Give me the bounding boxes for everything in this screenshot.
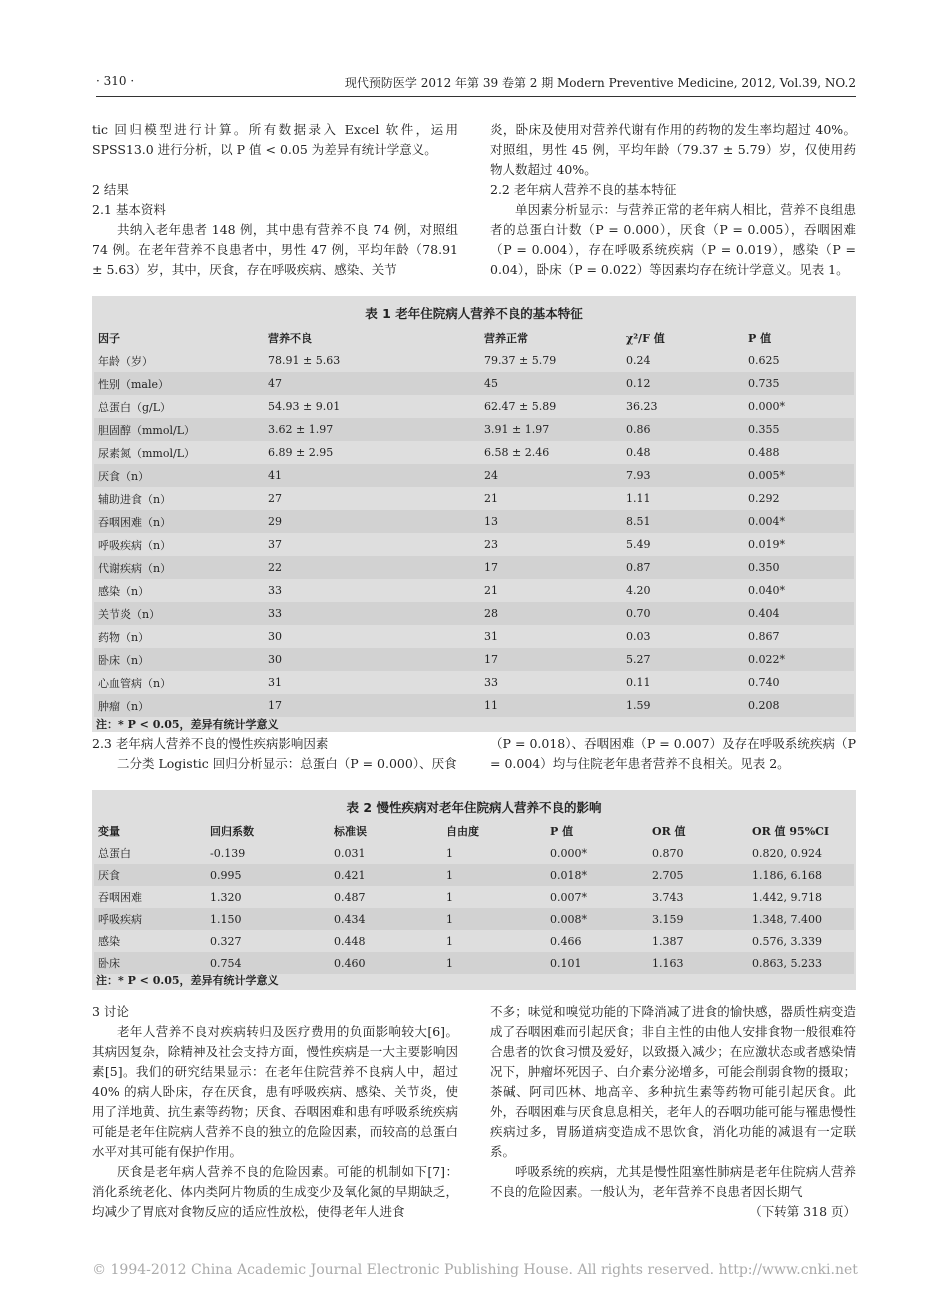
table-cell: 1.387 [652, 934, 684, 948]
table-row [94, 556, 854, 579]
table-cell: 0.448 [334, 934, 366, 948]
column-header: 营养正常 [484, 331, 528, 345]
running-header [96, 74, 856, 96]
table-cell: 0.995 [206, 864, 330, 886]
table-cell: 0.019* [748, 538, 785, 551]
table-cell: 0.488 [748, 446, 780, 459]
paragraph: 二分类 Logistic 回归分析显示：总蛋白（P = 0.000）、厌食 [117, 756, 457, 771]
table-cell: 0.421 [330, 864, 442, 886]
table-cell: 呼吸疾病（n） [98, 538, 172, 552]
table-cell: 呼吸疾病 [94, 908, 206, 930]
table-row [94, 533, 854, 556]
column-header: 营养不良 [268, 331, 312, 345]
paragraph: 老年人营养不良对疾病转归及医疗费用的负面影响较大[6]。其病因复杂，除精神及社会支持方面，慢性疾病是一大主要影响因素[5]。我们的研究结果显示：在老年住院营养不良病人中，超过 40% 的病人卧床，存在厌食，患有呼吸疾病、感染、关节炎，使用了洋地黄、抗生素等药物；厌食、吞咽困难和患有呼吸系统疾病可能是老年住院病人营养不良的独立的危险因素，而较高的总蛋白水平对其可能有保护作用。 [92, 1024, 458, 1159]
table-cell: 0.031 [334, 846, 366, 860]
table-row [94, 625, 854, 648]
table-row [94, 930, 854, 952]
table-cell: 3.743 [652, 890, 684, 904]
table-cell: 0.867 [748, 630, 780, 643]
right-column-mid [490, 734, 856, 774]
table-row [94, 464, 854, 487]
table-cell: 0.70 [622, 602, 744, 625]
table-cell: 总蛋白（g/L） [98, 400, 172, 414]
paragraph: 单因素分析显示：与营养正常的老年病人相比，营养不良组患者的总蛋白计数（P = 0.000），厌食（P = 0.005），吞咽困难（P = 0.004），存在呼吸系统疾病（P = 0.019），感染（P = 0.04），卧床（P = 0.022）等因素均存在统计学意义。见表 1。 [490, 202, 856, 277]
page-number: · 310 · [96, 74, 135, 88]
column-header: OR 值 [652, 825, 686, 838]
table-row [94, 648, 854, 671]
table-cell: 0.87 [622, 556, 744, 579]
table-cell: 0.460 [330, 952, 442, 974]
table-cell: 卧床 [94, 952, 206, 974]
table-cell: 0.870 [652, 846, 684, 860]
table-cell: 28 [480, 602, 622, 625]
table-cell: 0.208 [744, 694, 854, 717]
table-cell: 1 [442, 908, 546, 930]
table-cell: 0.434 [330, 908, 442, 930]
table-cell: 1 [446, 890, 453, 904]
table-cell: 0.820, 0.924 [752, 846, 822, 860]
table-cell: 0.754 [206, 952, 330, 974]
table-cell: 代谢疾病（n） [94, 556, 264, 579]
table-row [94, 886, 854, 908]
table-cell: 0.292 [748, 492, 780, 505]
column-header: OR 值 95%CI [752, 825, 830, 838]
paragraph: 共纳入老年患者 148 例，其中患有营养不良 74 例，对照组 74 例。在老年营养不良患者中，男性 47 例，平均年龄（78.91 ± 5.63）岁，其中，厌食，存在呼吸疾病、感染、关节 [92, 222, 458, 277]
table-row [94, 952, 854, 974]
section-heading: 3 讨论 [92, 1004, 129, 1019]
table-cell: 3.91 ± 1.97 [480, 418, 622, 441]
table-cell: 37 [268, 538, 282, 551]
table-cell: 卧床（n） [94, 648, 264, 671]
subsection-heading: 2.3 老年病人营养不良的慢性疾病影响因素 [92, 736, 329, 751]
table-cell: 45 [480, 372, 622, 395]
table-cell: 感染 [98, 935, 120, 948]
paragraph: 不多；味觉和嗅觉功能的下降消减了进食的愉快感，器质性病变造成了吞咽困难而引起厌食；非自主性的由他人安排食物一般很难符合患者的饮食习惯及爱好，以致摄入减少；在应激状态或者感染情况下，肿瘤坏死因子、白介素分泌增多，可能会削弱食物的摄取；茶碱、阿司匹林、地高辛、多种抗生素等药物可能引起厌食。此外，吞咽困难与厌食息息相关，老年人的吞咽功能可能与罹患慢性疾病过多，胃肠道病变造成不思饮食，消化功能的减退有一定联系。 [490, 1004, 856, 1159]
table-cell: 胆固醇（mmol/L） [94, 418, 264, 441]
table-cell: 4.20 [626, 584, 651, 597]
table-cell: 0.740 [748, 676, 780, 689]
table-cell: 33 [264, 602, 480, 625]
table-cell: 6.58 ± 2.46 [484, 446, 550, 459]
table1 [94, 326, 854, 717]
table-cell: 29 [264, 510, 480, 533]
table-cell: 性别（male） [94, 372, 264, 395]
table-cell: 0.355 [744, 418, 854, 441]
table-cell: 0.008* [546, 908, 648, 930]
table-cell: 厌食 [94, 864, 206, 886]
paragraph: 炎，卧床及使用对营养代谢有作用的药物的发生率均超过 40%。对照组，男性 45 例，平均年龄（79.37 ± 5.79）岁，仅使用药物人数超过 40%。 [490, 122, 856, 177]
table1-panel [92, 296, 856, 732]
subsection-heading: 2.1 基本资料 [92, 202, 166, 217]
table-cell: 21 [484, 584, 498, 597]
table2-note: 注：* P < 0.05，差异有统计学意义 [96, 974, 279, 987]
table-cell: 关节炎（n） [94, 602, 264, 625]
table-cell: 0.000* [748, 400, 785, 413]
table-cell: 0.03 [626, 630, 651, 643]
table-cell: 23 [484, 538, 498, 551]
table-cell: 78.91 ± 5.63 [268, 354, 341, 367]
table-cell: 0.48 [626, 446, 651, 459]
table-cell: 1.163 [648, 952, 748, 974]
table-cell: 0.466 [550, 934, 582, 948]
table-cell: 0.487 [334, 890, 366, 904]
table-row [94, 842, 854, 864]
table-cell: 0.005* [744, 464, 854, 487]
table2-header-row [94, 820, 854, 842]
table-cell: 6.89 ± 2.95 [268, 446, 334, 459]
paragraph: 厌食是老年病人营养不良的危险因素。可能的机制如下[7]：消化系统老化、体内类阿片物质的生成变少及氧化氮的早期缺乏，均减少了胃底对食物反应的适应性放松，使得老年人进食 [92, 1164, 458, 1219]
paragraph: （P = 0.018）、吞咽困难（P = 0.007）及存在呼吸系统疾病（P = 0.004）均与住院老年患者营养不良相关。见表 2。 [490, 736, 856, 771]
table-cell: 7.93 [622, 464, 744, 487]
table-cell: 辅助进食（n） [98, 492, 172, 506]
table-cell: 0.040* [748, 584, 785, 597]
table-cell: 感染（n） [98, 584, 150, 598]
table-cell: 13 [480, 510, 622, 533]
table-cell: 1 [442, 864, 546, 886]
table-cell: 药物（n） [98, 630, 150, 644]
table-row [94, 864, 854, 886]
table-cell: 17 [480, 648, 622, 671]
column-header: P 值 [748, 331, 772, 345]
table-row [94, 441, 854, 464]
table-row [94, 372, 854, 395]
table-cell: 36.23 [626, 400, 658, 413]
table2 [94, 820, 854, 974]
right-column-bottom [490, 1002, 856, 1222]
table1-title: 表 1 老年住院病人营养不良的基本特征 [365, 306, 583, 321]
table1-note: 注：* P < 0.05，差异有统计学意义 [96, 718, 279, 731]
column-header: 自由度 [446, 825, 479, 838]
table-cell: 吞咽困难 [98, 891, 142, 904]
table-cell: 心血管病（n） [98, 676, 172, 690]
table-row [94, 602, 854, 625]
table-cell: 年龄（岁） [98, 354, 153, 368]
table-cell: 0.11 [626, 676, 651, 689]
table-cell: 1.348, 7.400 [748, 908, 854, 930]
table-cell: 62.47 ± 5.89 [484, 400, 557, 413]
table-cell: 0.863, 5.233 [748, 952, 854, 974]
table-cell: 24 [480, 464, 622, 487]
table-cell: 1.442, 9.718 [752, 890, 822, 904]
table-cell: 1.186, 6.168 [748, 864, 854, 886]
table-cell: 0.735 [744, 372, 854, 395]
section-heading: 2 结果 [92, 182, 129, 197]
table-cell: 1 [446, 846, 453, 860]
journal-citation: 现代预防医学 2012 年第 39 卷第 2 期 Modern Preventive Medicine, 2012, Vol.39, NO.2 [344, 76, 856, 90]
table-cell: 11 [480, 694, 622, 717]
table-cell: 0.625 [748, 354, 780, 367]
table-cell: 0.350 [744, 556, 854, 579]
table-cell: 0.327 [210, 934, 242, 948]
table-cell: 30 [268, 630, 282, 643]
table-row [94, 510, 854, 533]
table-cell: 5.27 [622, 648, 744, 671]
paragraph: tic 回归模型进行计算。所有数据录入 Excel 软件，运用 SPSS13.0 进行分析，以 P 值 < 0.05 为差异有统计学意义。 [92, 122, 458, 157]
table-cell: 54.93 ± 9.01 [268, 400, 341, 413]
table-cell: 3.159 [648, 908, 748, 930]
table-cell: 总蛋白 [98, 847, 131, 860]
table-cell: 厌食（n） [94, 464, 264, 487]
table-cell: 1.320 [210, 890, 242, 904]
table-row [94, 671, 854, 694]
paragraph: 呼吸系统的疾病，尤其是慢性阻塞性肺病是老年住院病人营养不良的危险因素。一般认为，老年营养不良患者因长期气 [490, 1164, 856, 1199]
table-cell: 1 [442, 952, 546, 974]
table-cell: 33 [484, 676, 498, 689]
table-cell: 21 [484, 492, 498, 505]
table-cell: 0.576, 3.339 [752, 934, 822, 948]
column-header: 变量 [98, 825, 120, 838]
table-cell: 尿素氮（mmol/L） [98, 446, 196, 460]
table-cell: 吞咽困难（n） [94, 510, 264, 533]
header-rule [96, 96, 856, 97]
table-cell: 47 [264, 372, 480, 395]
table-cell: 27 [268, 492, 282, 505]
table-row [94, 349, 854, 372]
table-cell: 1.150 [206, 908, 330, 930]
table-cell: 0.022* [744, 648, 854, 671]
table-cell: 0.004* [744, 510, 854, 533]
table-cell: 5.49 [626, 538, 651, 551]
table-row [94, 487, 854, 510]
table-row [94, 694, 854, 717]
table2-title: 表 2 慢性疾病对老年住院病人营养不良的影响 [346, 800, 602, 815]
table-cell: 1.59 [622, 694, 744, 717]
table2-panel [92, 790, 856, 990]
left-column-mid [92, 734, 458, 774]
table-cell: 0.24 [626, 354, 651, 367]
column-header: 回归系数 [210, 825, 254, 838]
table-row [94, 395, 854, 418]
table-cell: 0.404 [744, 602, 854, 625]
table-cell: 17 [264, 694, 480, 717]
column-header: χ²/F 值 [626, 331, 665, 345]
table-row [94, 579, 854, 602]
table-cell: 肿瘤（n） [94, 694, 264, 717]
copyright-footer: © 1994-2012 China Academic Journal Electronic Publishing House. All rights reserved. http://www.cnki.net [92, 1262, 858, 1278]
left-column-top [92, 120, 458, 280]
column-header: 标准误 [334, 825, 367, 838]
table-cell: 3.62 ± 1.97 [264, 418, 480, 441]
table-cell: 0.000* [550, 846, 587, 860]
table-cell: 0.007* [550, 890, 587, 904]
table-row [94, 418, 854, 441]
column-header: 因子 [98, 331, 120, 345]
table-cell: 30 [264, 648, 480, 671]
right-column-top [490, 120, 856, 280]
left-column-bottom [92, 1002, 458, 1222]
table-cell: 2.705 [648, 864, 748, 886]
table-cell: 1.11 [626, 492, 651, 505]
table-row [94, 908, 854, 930]
continuation-note: （下转第 318 页） [749, 1204, 856, 1219]
table1-header-row [94, 326, 854, 349]
table-cell: 22 [264, 556, 480, 579]
table-cell: 31 [484, 630, 498, 643]
table-cell: 17 [480, 556, 622, 579]
table-cell: 0.86 [622, 418, 744, 441]
table-cell: 1 [446, 934, 453, 948]
table-cell: 79.37 ± 5.79 [484, 354, 557, 367]
table-cell: 0.12 [622, 372, 744, 395]
table-cell: 8.51 [622, 510, 744, 533]
table-cell: -0.139 [210, 846, 246, 860]
table-cell: 31 [268, 676, 282, 689]
table-cell: 0.101 [546, 952, 648, 974]
subsection-heading: 2.2 老年病人营养不良的基本特征 [490, 182, 677, 197]
column-header: P 值 [550, 825, 574, 838]
table-cell: 41 [264, 464, 480, 487]
table-cell: 33 [268, 584, 282, 597]
table-cell: 0.018* [546, 864, 648, 886]
